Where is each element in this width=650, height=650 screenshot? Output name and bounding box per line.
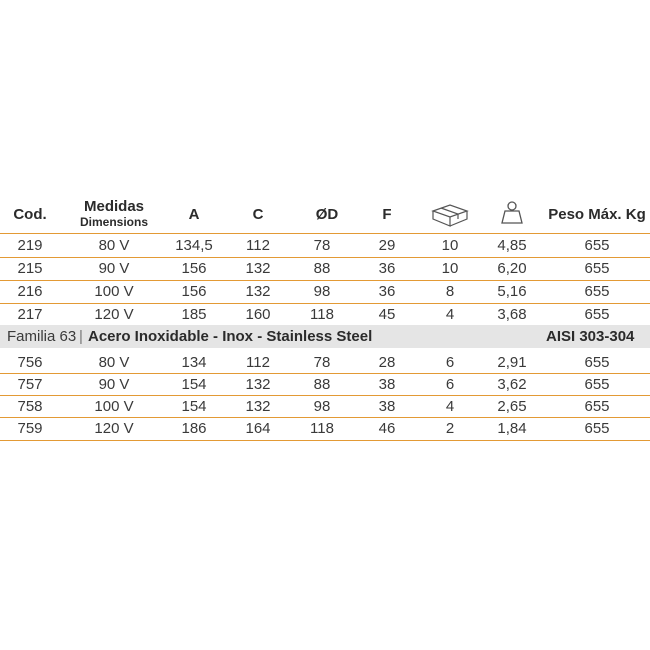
cell-cod: 758 — [17, 398, 43, 415]
cell-od: 88 — [313, 260, 331, 277]
cell-cod: 756 — [17, 354, 43, 371]
cell-box: 10 — [441, 260, 459, 277]
cell-weight: 2,65 — [497, 398, 527, 415]
cell-f: 36 — [378, 260, 396, 277]
cell-box: 8 — [445, 283, 455, 300]
cell-cod: 216 — [17, 283, 43, 300]
family-spec: AISI 303-304 — [546, 328, 635, 345]
cell-c: 132 — [245, 376, 271, 393]
cell-peso: 655 — [584, 283, 610, 300]
header-medidas: Medidas — [83, 198, 144, 215]
cell-box: 6 — [445, 354, 455, 371]
cell-box: 2 — [445, 420, 455, 437]
header-od: ØD — [315, 206, 339, 223]
cell-cod: 757 — [17, 376, 43, 393]
cell-weight: 2,91 — [497, 354, 527, 371]
cell-od: 78 — [313, 354, 331, 371]
family-label: Familia 63 — [7, 328, 77, 345]
cell-peso: 655 — [584, 306, 610, 323]
cell-cod: 217 — [17, 306, 43, 323]
family-title: Acero Inoxidable - Inox - Stainless Steel — [88, 328, 373, 345]
cell-weight: 5,16 — [497, 283, 527, 300]
cell-box: 4 — [445, 398, 455, 415]
cell-cod: 759 — [17, 420, 43, 437]
cell-a: 134,5 — [175, 237, 213, 254]
header-cod: Cod. — [13, 206, 47, 223]
cell-peso: 655 — [584, 420, 610, 437]
cell-c: 164 — [245, 420, 271, 437]
cell-weight: 1,84 — [497, 420, 527, 437]
cell-c: 160 — [245, 306, 271, 323]
cell-weight: 4,85 — [497, 237, 527, 254]
cell-od: 118 — [310, 306, 334, 323]
cell-a: 185 — [181, 306, 207, 323]
table-row — [0, 280, 650, 303]
table-row — [0, 234, 650, 257]
table-row — [0, 257, 650, 280]
family-separator: | — [79, 328, 83, 345]
table-row — [0, 303, 650, 326]
cell-weight: 3,68 — [497, 306, 527, 323]
cell-medidas: 100 V — [94, 283, 134, 300]
header-a: A — [188, 206, 200, 223]
cell-c: 112 — [246, 354, 270, 371]
header-c: C — [252, 206, 264, 223]
table-row — [0, 351, 650, 374]
cell-medidas: 120 V — [94, 420, 134, 437]
cell-peso: 655 — [584, 260, 610, 277]
cell-medidas: 120 V — [94, 306, 134, 323]
cell-od: 78 — [313, 237, 331, 254]
cell-a: 156 — [181, 283, 207, 300]
cell-weight: 3,62 — [497, 376, 527, 393]
cell-f: 45 — [378, 306, 396, 323]
cell-a: 156 — [181, 260, 207, 277]
table-row — [0, 373, 650, 396]
cell-cod: 219 — [17, 237, 43, 254]
cell-f: 38 — [378, 398, 396, 415]
cell-weight: 6,20 — [497, 260, 527, 277]
cell-medidas: 90 V — [98, 376, 130, 393]
cell-f: 38 — [378, 376, 396, 393]
cell-cod: 215 — [17, 260, 43, 277]
cell-a: 154 — [181, 376, 207, 393]
family-band — [0, 325, 650, 348]
weight-icon — [500, 200, 524, 226]
cell-od: 98 — [313, 398, 331, 415]
cell-peso: 655 — [584, 237, 610, 254]
cell-medidas: 80 V — [98, 354, 130, 371]
cell-peso: 655 — [584, 354, 610, 371]
cell-peso: 655 — [584, 398, 610, 415]
cell-c: 132 — [245, 283, 271, 300]
box-icon — [431, 202, 469, 228]
header-dimensions: Dimensions — [79, 215, 148, 229]
table-header — [0, 196, 650, 236]
cell-f: 36 — [378, 283, 396, 300]
header-peso: Peso Máx. Kg — [548, 206, 646, 223]
cell-f: 46 — [378, 420, 396, 437]
cell-box: 10 — [441, 237, 459, 254]
cell-a: 154 — [181, 398, 207, 415]
cell-a: 134 — [181, 354, 207, 371]
table-row — [0, 395, 650, 418]
cell-od: 118 — [310, 420, 334, 437]
cell-a: 186 — [181, 420, 207, 437]
cell-box: 6 — [445, 376, 455, 393]
cell-od: 98 — [313, 283, 331, 300]
cell-medidas: 100 V — [94, 398, 134, 415]
cell-medidas: 90 V — [98, 260, 130, 277]
cell-f: 29 — [378, 237, 396, 254]
cell-c: 132 — [245, 398, 271, 415]
table-row — [0, 417, 650, 440]
cell-c: 132 — [245, 260, 271, 277]
cell-box: 4 — [445, 306, 455, 323]
cell-f: 28 — [378, 354, 396, 371]
cell-c: 112 — [246, 237, 270, 254]
header-f: F — [382, 206, 392, 223]
cell-od: 88 — [313, 376, 331, 393]
cell-medidas: 80 V — [98, 237, 130, 254]
cell-peso: 655 — [584, 376, 610, 393]
row-divider — [0, 440, 650, 441]
